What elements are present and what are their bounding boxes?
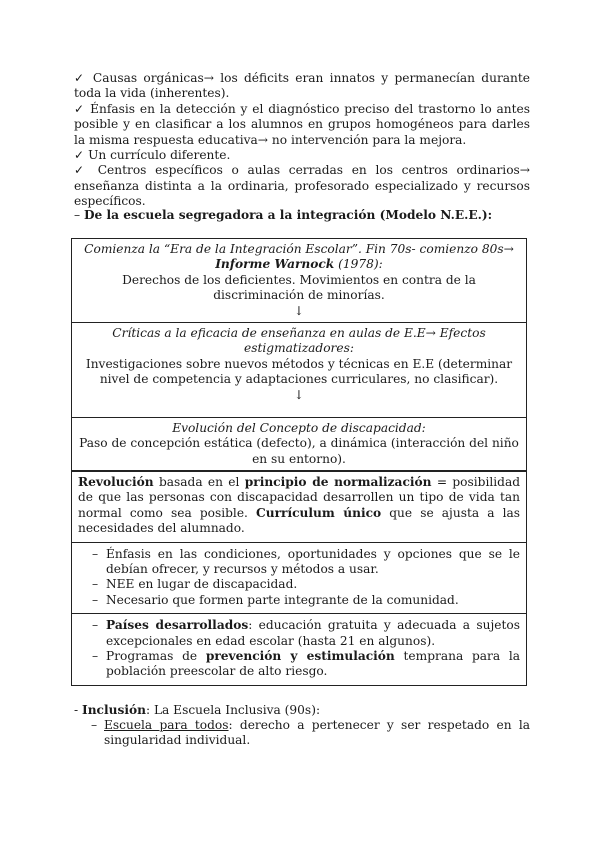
flow-box-criticas xyxy=(72,322,526,406)
body-text: : educación gratuita y adecuada a sujetos excepcionales en edad escolar (hasta 21 en algunos). xyxy=(106,618,520,648)
down-arrow-icon: ↓ xyxy=(293,303,305,318)
list-item: – Énfasis en las condiciones, oportunidades y opciones que se le debían ofrecer, y recursos y métodos a usar. xyxy=(78,547,520,578)
body-text: Programas de xyxy=(106,649,198,664)
bold-term: prevención y estimulación xyxy=(205,649,395,664)
italic-title-tail: (1978): xyxy=(338,257,383,272)
body-text: = posibilidad de que las personas con discapacidad desarrollen un tipo de vida tan normal como sea posible. xyxy=(78,475,521,520)
list-item xyxy=(78,649,520,680)
checklist-text: Causas orgánicas→ los déficits eran innatos y permanecían durante toda la vida (inherentes). xyxy=(74,71,531,101)
checklist-item xyxy=(74,163,530,209)
checklist-text: Centros específicos o aulas cerradas en los centros ordinarios→ enseñanza distinta a la ordinaria, profesorado especializado y recursos específicos. xyxy=(74,163,531,209)
revolution-box xyxy=(71,470,527,686)
inclusion-sublist xyxy=(74,718,530,749)
section-heading-integration xyxy=(74,208,530,223)
italic-title: Evolución del Concepto de discapacidad: xyxy=(172,421,426,436)
list-item xyxy=(74,718,530,749)
italic-title: Comienza la “Era de la Integración Escolar”. Fin 70s- comienzo 80s→ xyxy=(84,242,514,256)
bold-term: Currículum único xyxy=(256,505,382,520)
heading-text: De la escuela segregadora a la integración (Modelo N.E.E.): xyxy=(83,208,493,222)
flow-box-body: Investigaciones sobre nuevos métodos y técnicas en E.E (determinar nivel de competencia y adaptaciones curriculares, no clasificar). xyxy=(85,356,513,387)
checkmark-icon: ✓ xyxy=(74,71,87,85)
checkmark-icon: ✓ xyxy=(74,101,86,116)
flow-box-era-integracion xyxy=(72,239,526,322)
italic-title: Críticas a la eficacia de enseñanza en aulas de E.E→ Efectos estigmatizadores: xyxy=(112,326,486,356)
bold-term: Países desarrollados xyxy=(106,618,249,633)
flow-box-title xyxy=(78,242,520,273)
heading-dash: - xyxy=(74,703,79,717)
body-text: basada en el xyxy=(158,475,240,489)
heading-text: : La Escuela Inclusiva (90s): xyxy=(145,703,321,717)
body-text: que se ajusta a las necesidades del alumnado. xyxy=(78,505,521,536)
flow-box-body: Paso de concepción estática (defecto), a dinámica (interacción del niño en su entorno). xyxy=(79,436,519,466)
list-item: – Necesario que formen parte integrante de la comunidad. xyxy=(78,593,520,608)
body-text: : derecho a pertenecer y ser respetado en la singularidad individual. xyxy=(104,718,530,748)
list-item: – NEE en lugar de discapacidad. xyxy=(78,577,520,592)
flow-box-title xyxy=(78,326,520,357)
characteristics-checklist xyxy=(74,71,530,210)
bold-italic-title: Informe Warnock xyxy=(215,257,335,272)
revolution-intro xyxy=(72,471,526,542)
checkmark-icon: ✓ xyxy=(74,163,90,178)
underlined-term: Escuela para todos xyxy=(104,718,229,732)
checklist-item xyxy=(74,148,530,163)
body-text: temprana para la población preescolar de alto riesgo. xyxy=(106,649,521,679)
revolution-list-2 xyxy=(72,613,526,685)
flow-box-body: Derechos de los deficientes. Movimientos en contra de la discriminación de minorías. xyxy=(122,272,476,303)
flow-box-discapacidad xyxy=(72,417,526,471)
checkmark-icon: ✓ xyxy=(74,148,85,163)
checklist-text: Énfasis en la detección y el diagnóstico preciso del trastorno lo antes posible y en clasificar a los alumnos en grupos homogéneos para darles la misma respuesta educativa→ no intervención para la mejora. xyxy=(74,101,531,147)
flow-box-title xyxy=(78,421,520,436)
bold-term: Revolución xyxy=(78,475,154,489)
bold-term: principio de normalización xyxy=(244,475,432,489)
checklist-item xyxy=(74,71,530,102)
down-arrow-icon: ↓ xyxy=(293,387,305,402)
heading-dash: – xyxy=(74,208,81,222)
checklist-item xyxy=(74,102,530,148)
heading-bold: Inclusión xyxy=(82,703,146,717)
revolution-list-1 xyxy=(72,542,526,614)
section-heading-inclusion xyxy=(74,703,530,718)
checklist-text: Un currículo diferente. xyxy=(88,148,231,163)
integration-flow-boxes xyxy=(71,238,527,472)
list-item xyxy=(78,618,520,649)
